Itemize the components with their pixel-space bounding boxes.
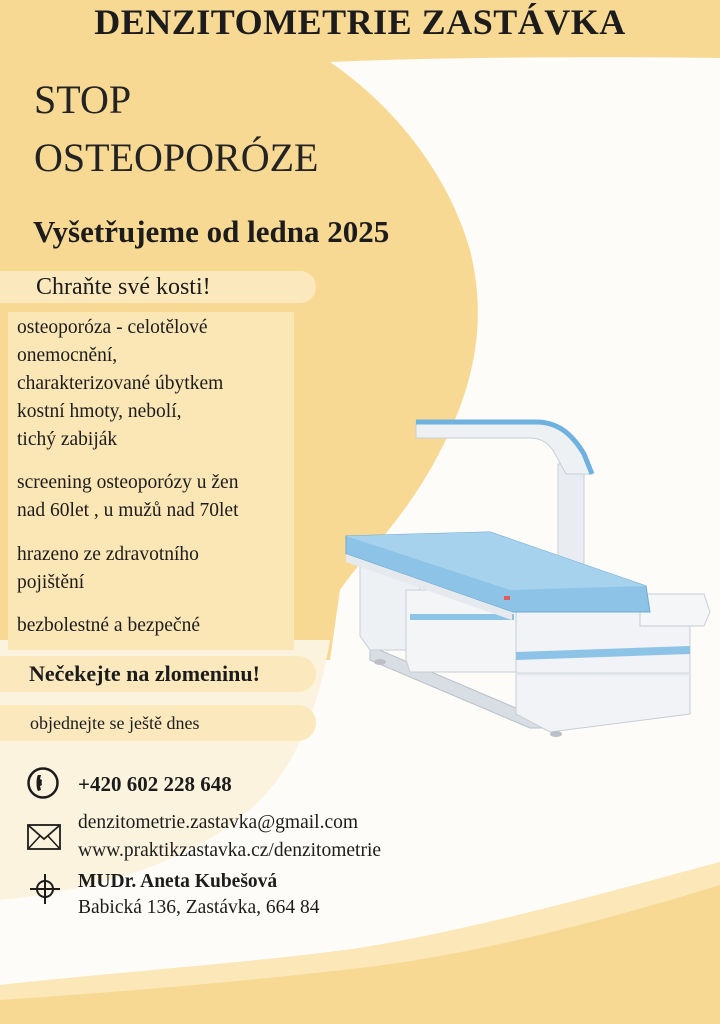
warning-slogan: Nečekejte na zlomeninu! <box>29 661 260 686</box>
website-url: www.praktikzastavka.cz/denzitometrie <box>78 840 382 861</box>
headline-line-1: STOP <box>34 77 132 122</box>
page-title: DENZITOMETRIE ZASTÁVKA <box>94 2 626 42</box>
densitometer-machine-image <box>340 414 720 754</box>
crosshair-icon <box>28 872 62 906</box>
protect-slogan: Chraňte své kosti! <box>36 274 211 300</box>
order-call-to-action: objednejte se ještě dnes <box>30 713 200 733</box>
email-address: denzitometrie.zastavka@gmail.com <box>78 812 359 833</box>
headline-line-2: OSTEOPORÓZE <box>34 135 319 180</box>
info-item: bezbolestné a bezpečné <box>17 615 200 636</box>
envelope-icon <box>26 822 62 852</box>
start-date-heading: Vyšetřujeme od ledna 2025 <box>33 214 390 249</box>
info-item: osteoporóza - celotělové onemocnění, charakterizované úbytkem kostní hmoty, nebolí, tichý zabiják <box>17 317 224 450</box>
info-item: screening osteoporózy u žen nad 60let , u mužů nad 70let <box>17 472 239 521</box>
doctor-name: MUDr. Aneta Kubešová <box>78 871 278 892</box>
clinic-address: Babická 136, Zastávka, 664 84 <box>78 897 320 918</box>
phone-icon <box>26 766 60 800</box>
phone-number: +420 602 228 648 <box>78 772 232 796</box>
info-item: hrazeno ze zdravotního pojištění <box>17 544 199 593</box>
